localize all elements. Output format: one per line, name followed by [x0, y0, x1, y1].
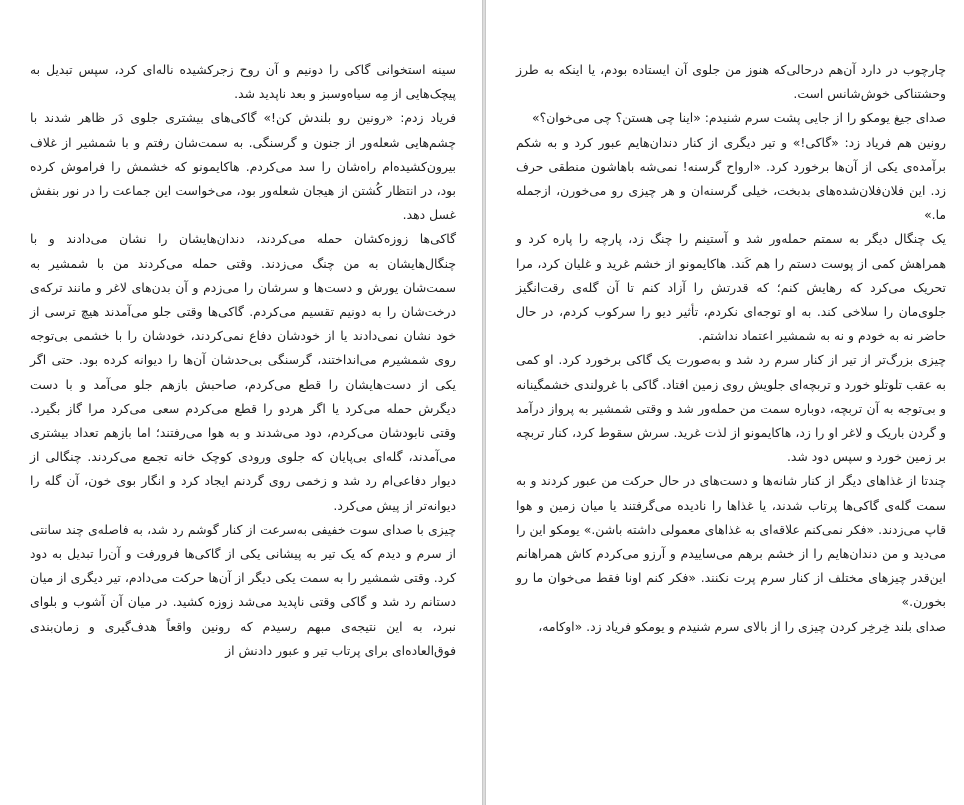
left-page-text [30, 58, 456, 663]
paragraph: رونین هم فریاد زد: «گاکی!» و تیر دیگری از کنار دندان‌هایم عبور کرد و به شکم برآمده‌ی یکی از آن‌ها برخورد کرد. «ارواح گرسنه! نمی‌شه باهاشون منطقی حرف زد. این فلان‌فلان‌شده‌های بدبخت، خیلی گرسنه‌ان و هر چیزی رو می‌خورن، ازجمله ما.» [516, 134, 946, 223]
paragraph: فریاد زدم: «رونین رو بلندش کن!» گاکی‌های بیشتری جلوی دَر ظاهر شدند با چشم‌هایی شعله‌ور از جنون و گرسنگی. به سمت‌شان رفتم و با شمشیر از غلاف بیرون‌کشیده‌ام راه‌شان را سد می‌کردم. هاکایمونو که خشمش را فراموش کرده بود، در انتظار کُشتن از هیجان شعله‌ور بود، می‌خواست این جماعت را در نور بنفش غسل دهد. [30, 110, 456, 223]
paragraph: چیزی با صدای سوت خفیفی به‌سرعت از کنار گوشم رد شد، به فاصله‌ی چند سانتی از سرم و دیدم که یک تیر به پیشانی یکی از گاکی‌ها فرورفت و آن‌را تبدیل به دود کرد. وقتی شمشیر را به سمت یکی دیگر از آن‌ها حرکت می‌دادم، تیر دیگری از میان دستانم رد شد و گاکی وقتی ناپدید می‌شد زوزه کشید. در میان آن آشوب و بلوای نبرد، به این نتیجه‌ی مبهم رسیدم که رونین واقعاً هدف‌گیری و زمان‌بندی فوق‌العاده‌ای برای پرتاب تیر و عبور دادنش از [30, 521, 456, 658]
paragraph: صدای جیغ یومکو را از جایی پشت سرم شنیدم: «اینا چی هستن؟ چی می‌خوان؟» [532, 110, 946, 126]
paragraph: چندتا از غذاهای دیگر از کنار شانه‌ها و دست‌های در حال حرکت من عبور کردند و به سمت گله‌ی گاکی‌ها پرتاب شدند، یا غذاها را نادیده می‌گرفتند یا میان زمین و هوا قاپ می‌زدند. «فکر نمی‌کنم علاقه‌ای به غذاهای معمولی داشته باشن.» یومکو این را می‌دید و من دندان‌هایم را از خشم برهم می‌ساییدم و آرزو می‌کردم کاش همراهانم این‌قدر چیزهای مختلف از کنار سرم پرت نکنند. «فکر کنم اونا فقط می‌خوان ما رو بخورن.» [516, 473, 946, 610]
paragraph: سینه استخوانی گاکی را دونیم و آن روح زجرکشیده ناله‌ای کرد، سپس تبدیل به پیچک‌هایی از مِه سیاه‌وسبز و بعد ناپدید شد. [30, 62, 456, 102]
paragraph: گاکی‌ها زوزه‌کشان حمله می‌کردند، دندان‌هایشان را نشان می‌دادند و با چنگال‌هایشان به من چنگ می‌زدند. وقتی حمله می‌کردند من با شمشیر به سمت‌شان یورش و دست‌ها و سرشان را می‌زدم و آن بدن‌های لاغر و مانند ترکه‌ی درخت‌شان را به دونیم تقسیم می‌کردم. گاکی‌ها وقتی جلو می‌آمدند هیچ ترسی از خود نشان نمی‌دادند یا از خودشان دفاع نمی‌کردند، خودشان را با خشمی بی‌توجه روی شمشیرم می‌انداختند، گرسنگی بی‌حدشان آن‌ها را دیوانه کرده بود. حتی اگر یکی از دست‌هایشان را قطع می‌کردم، صاحبش بازهم جلو می‌آمد و با دست دیگرش حمله می‌کرد یا اگر هردو را قطع می‌کردم سعی می‌کرد مرا گاز بگیرد. وقتی نابودشان می‌کردم، دود می‌شدند و به هوا می‌رفتند؛ اما بازهم تعداد بیشتری می‌آمدند، گله‌ای بی‌پایان که جلوی ورودی کوچک خانه تجمع می‌کردند. چنگالی از دیوار دفاعی‌ام رد شد و زخمی روی گردنم ایجاد کرد و انگار بوی خون، آن گله را دیوانه‌تر از پیش می‌کرد. [30, 231, 456, 513]
paragraph: یک چنگال دیگر به سمتم حمله‌ور شد و آستینم را چنگ زد، پارچه را پاره کرد و همراهش کمی از پوست دستم را هم کَند. هاکایمونو از خشم غرید و غلیان کرد، مرا تحریک می‌کرد که رهایش کنم؛ که قدرتش را آزاد کنم تا آن گله‌ی رقت‌انگیز جلوی‌مان را سلاخی کند. به او توجه‌ای نکردم، تأثیر دیو را سرکوب کردم، در حال حاضر نه به خودم و نه به شمشیر اعتماد نداشتم. [516, 231, 946, 344]
right-page-text [516, 58, 946, 639]
right-page [486, 0, 964, 805]
paragraph: چیزی بزرگ‌تر از تیر از کنار سرم رد شد و به‌صورت یک گاکی برخورد کرد. او کمی به عقب تلوتلو خورد و تربچه‌ای جلویش روی زمین افتاد. گاکی با غرولندی خشمگینانه و بی‌توجه به آن تربچه، دوباره سمت من حمله‌ور شد و وقتی شمشیر به پرواز درآمد و گردن باریک و لاغر او را زد، هاکایمونو از لذت غرید. سرش سقوط کرد، کنار تربچه بر زمین خورد و سپس دود شد. [516, 352, 946, 465]
paragraph: صدای بلند خِرخِر کردن چیزی را از بالای سرم شنیدم و یومکو فریاد زد. «اوکامه، [538, 618, 946, 634]
paragraph: چارچوب در دارد آن‌هم درحالی‌که هنوز من جلوی آن ایستاده بودم، یا اینکه به طرز وحشتناکی خوش‌شانس است. [516, 62, 946, 102]
